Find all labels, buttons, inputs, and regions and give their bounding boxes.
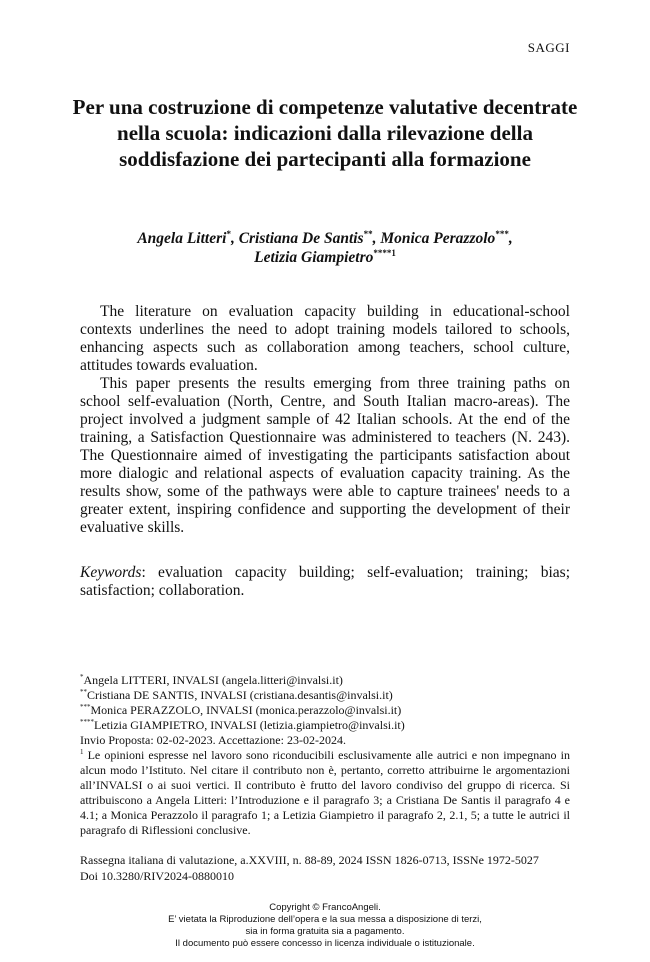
copyright-notice xyxy=(100,902,550,950)
footnote-mark: *** xyxy=(80,703,91,711)
footnote-mark: ** xyxy=(80,688,87,696)
author-separator: , xyxy=(508,230,513,247)
affiliation-text: Letizia GIAMPIETRO, INVALSI (letizia.giampietro@invalsi.it) xyxy=(94,718,405,732)
affiliation-note xyxy=(80,703,570,718)
author-contribution-note xyxy=(80,748,570,838)
author-separator: , xyxy=(372,230,381,247)
journal-info xyxy=(80,852,570,884)
footnotes xyxy=(80,673,570,838)
article-title: Per una costruzione di competenze valutative decentrate nella scuola: indicazioni dalla rilevazione della soddisfazione dei partecipanti alla formazione xyxy=(72,95,578,171)
author-name: Angela Litteri xyxy=(137,230,227,247)
journal-citation: Rassegna italiana di valutazione, a.XXVIII, n. 88-89, 2024 ISSN 1826-0713, ISSNe 1972-5027 xyxy=(80,853,539,867)
author-mark: ** xyxy=(363,228,373,239)
doi: Doi 10.3280/RIV2024-0880010 xyxy=(80,869,234,883)
abstract-paragraph: This paper presents the results emerging from three training paths on school self-evaluation (North, Centre, and South Italian macro-areas). The project involved a judgment sample of 42 Italian schools. At the end of the training, a Satisfaction Questionnaire was administered to teachers (N. 243). The Questionnaire aimed of investigating the participants satisfaction about more dialogic and relational aspects of evaluation capacity training. As the results show, some of the pathways were able to capture trainees' needs to a greater extent, inspiring confidence and supporting the development of their evaluative skills. xyxy=(80,375,570,536)
copyright-line: Copyright © FrancoAngeli. xyxy=(269,902,381,913)
affiliation-text: Cristiana DE SANTIS, INVALSI (cristiana.desantis@invalsi.it) xyxy=(87,688,393,702)
submission-dates: Invio Proposta: 02-02-2023. Accettazione: 23-02-2024. xyxy=(80,733,346,747)
author-list xyxy=(60,229,590,267)
author-mark: ****1 xyxy=(373,247,396,258)
section-label: SAGGI xyxy=(527,40,570,55)
affiliation-note xyxy=(80,688,570,703)
affiliation-note xyxy=(80,718,570,733)
author-name: Cristiana De Santis xyxy=(238,230,364,247)
author-name: Letizia Giampietro xyxy=(254,249,374,266)
keywords xyxy=(80,564,570,600)
author-mark: * xyxy=(226,228,231,239)
abstract-paragraph: The literature on evaluation capacity building in educational-school contexts underlines the need to adopt training models tailored to schools, enhancing aspects such as collaboration among teachers, school culture, attitudes towards evaluation. xyxy=(80,303,570,374)
author-separator: , xyxy=(230,230,239,247)
note-text: Le opinioni espresse nel lavoro sono riconducibili esclusivamente alle autrici e non impegnano in alcun modo l’Istituto. Nel citare il contributo non è, pertanto, corretto attribuirne le argomentazioni all’INVALSI o ai suoi vertici. Il contributo è frutto del lavoro condiviso del gruppo di ricerca. Si attribuiscono a Angela Litteri: l’Introduzione e il paragrafo 3; a Cristiana De Santis il paragrafo 4 e 4.1; a Monica Perazzolo il paragrafo 1; a Letizia Giampietro il paragrafo 2, 2.1, 5; a tutte le autrici il paragrafo di Riflessioni conclusive. xyxy=(80,748,570,837)
footnote-mark: 1 xyxy=(80,748,84,756)
footnote-mark: **** xyxy=(80,718,94,726)
affiliation-text: Angela LITTERI, INVALSI (angela.litteri@invalsi.it) xyxy=(83,673,343,687)
keywords-label: Keywords xyxy=(80,564,142,581)
copyright-line: Il documento può essere concesso in licenza individuale o istituzionale. xyxy=(175,938,475,949)
author-mark: *** xyxy=(495,228,509,239)
affiliation-note xyxy=(80,673,570,688)
footnote-mark: * xyxy=(80,673,84,681)
copyright-line: E’ vietata la Riproduzione dell’opera e la sua messa a disposizione di terzi, xyxy=(168,914,482,925)
affiliation-text: Monica PERAZZOLO, INVALSI (monica.perazzolo@invalsi.it) xyxy=(90,703,402,717)
author-line-1 xyxy=(60,229,590,248)
keywords-text: : evaluation capacity building; self-evaluation; training; bias; satisfaction; collaboration. xyxy=(80,564,570,599)
author-line-2 xyxy=(60,248,590,267)
author-name: Monica Perazzolo xyxy=(380,230,496,247)
abstract xyxy=(80,303,570,537)
copyright-line: sia in forma gratuita sia a pagamento. xyxy=(245,926,405,937)
